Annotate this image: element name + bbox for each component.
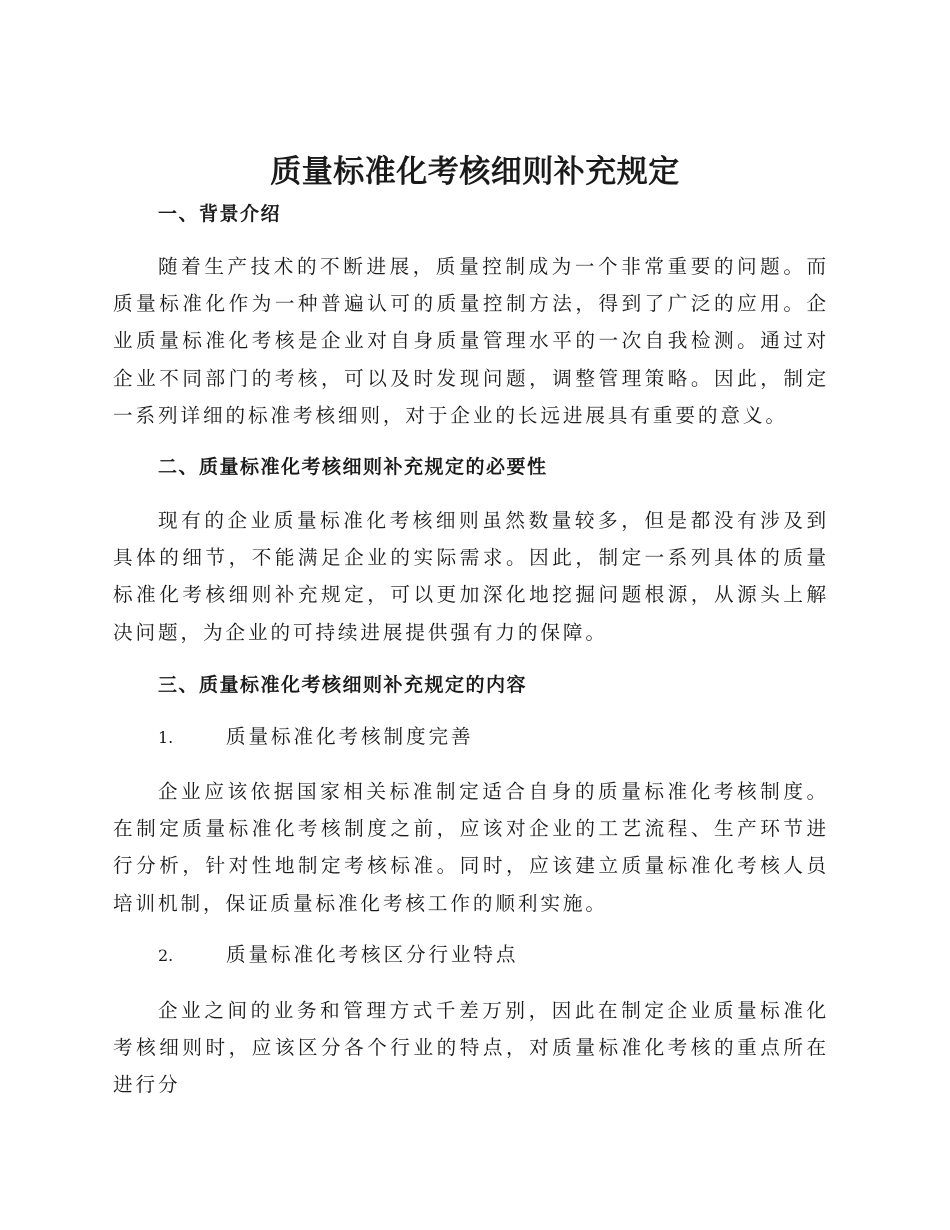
item-title: 质量标准化考核区分行业特点: [226, 943, 519, 966]
section-paragraph-necessity: 现有的企业质量标准化考核细则虽然数量较多，但是都没有涉及到具体的细节，不能满足企业的实际需求。因此，制定一系列具体的质量标准化考核细则补充规定，可以更加深化地挖掘问题根源，从源头上解决问题，为企业的可持续进展提供强有力的保障。: [113, 509, 829, 644]
section-heading-background: 一、背景介绍: [158, 203, 282, 225]
item-title: 质量标准化考核制度完善: [226, 725, 474, 748]
section-heading-necessity: 二、质量标准化考核细则补充规定的必要性: [158, 456, 548, 478]
item-paragraph-1: 企业应该依据国家相关标准制定适合自身的质量标准化考核制度。在制定质量标准化考核制度之前，应该对企业的工艺流程、生产环节进行分析，针对性地制定考核标准。同时，应该建立质量标准化考核人员培训机制，保证质量标准化考核工作的顺利实施。: [113, 780, 829, 915]
item-number: 2.: [158, 946, 174, 965]
item-paragraph-2: 企业之间的业务和管理方式千差万别，因此在制定企业质量标准化考核细则时，应该区分各个行业的特点，对质量标准化考核的重点所在进行分: [113, 999, 829, 1097]
document-title: 质量标准化考核细则补充规定: [270, 154, 680, 190]
section-heading-content: 三、质量标准化考核细则补充规定的内容: [158, 674, 528, 696]
numbered-item-1: [158, 722, 473, 753]
section-paragraph-background: 随着生产技术的不断进展，质量控制成为一个非常重要的问题。而质量标准化作为一种普遍认可的质量控制方法，得到了广泛的应用。企业质量标准化考核是企业对自身质量管理水平的一次自我检测。通过对企业不同部门的考核，可以及时发现问题，调整管理策略。因此，制定一系列详细的标准考核细则，对于企业的长远进展具有重要的意义。: [113, 255, 829, 427]
item-number: 1.: [158, 728, 174, 747]
numbered-item-2: [158, 940, 518, 971]
